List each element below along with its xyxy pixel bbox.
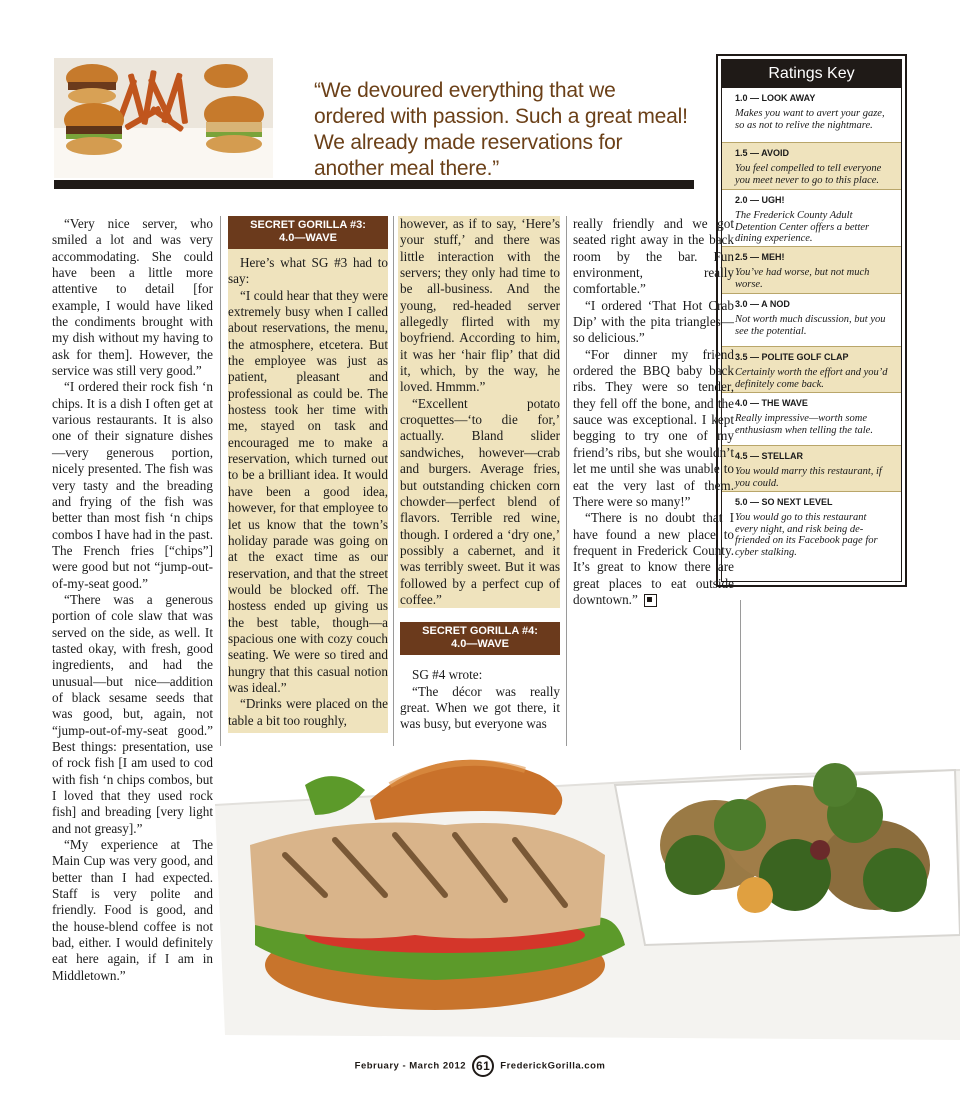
rating-description: You’ve had worse, but not much worse.: [735, 267, 870, 290]
rating-heading: 4.0 — THE WAVE: [735, 398, 808, 408]
ratings-key-box: [716, 54, 907, 587]
pull-quote: “We devoured everything that we ordered with passion. Such a great meal! We already made reservations for another meal there.”: [314, 79, 688, 180]
rating-description: Not worth much discussion, but you see the potential.: [735, 314, 886, 337]
top-rule: [54, 180, 694, 189]
paragraph: “Very nice server, who smiled a lot and was very accommodating. She could have been a little more attentive to detail [for example, I would have liked the condiments brought with my dish without my having to ask for them]. However, the service was still very good.”: [52, 216, 213, 379]
rating-item: [722, 190, 901, 246]
column-divider: [393, 216, 394, 746]
paragraph: “For dinner my friend ordered the BBQ baby back ribs. They were so tender, they fell off the bone, and the sauce was exceptional. I kept begging to try one of my friend’s ribs, but she wouldn’t let me until she was unable to eat the very last of them. There were so many!”: [573, 346, 734, 509]
rating-description: You would go to this restaurant every night, and risk being de-friended on its Facebook page for cyber stalking.: [735, 512, 878, 558]
paragraph: “Excellent potato croquettes—‘to die for,’ actually. Bland slider sandwiches, however—crab and burgers. Average fries, but outstanding chicken corn chowder—perfect blend of flavors. Terrible red wine, though. I ordered a ‘dry one,’ possibly a cabernet, and it was terribly sweet. But it was followed by a perfect cup of coffee.”: [400, 395, 560, 607]
chicken-sandwich-photo: [195, 745, 960, 1045]
article-column-3: [400, 216, 560, 733]
rating-heading: 1.5 — AVOID: [735, 148, 790, 158]
paragraph: SG #4 wrote:: [412, 667, 483, 683]
paragraph: Here’s what SG #3 had to say:: [228, 255, 388, 287]
end-of-story-icon: [644, 594, 657, 607]
paragraph: “I ordered ‘That Hot Crab Dip’ with the pita triangles—so delicious.”: [573, 297, 734, 346]
rating-item: [722, 246, 901, 294]
rating-heading: 3.0 — A NOD: [735, 299, 790, 309]
paragraph: however, as if to say, ‘Here’s your stuff,’ and there was little interaction with the servers; they only had time to be all-business. And the young, red-headed server allegedly flirted with my boyfriend. According to him, it was her ‘hair flip’ that did it, which, by the way, he loved. Hmmm.”: [400, 216, 560, 395]
rating-heading: 1.0 — LOOK AWAY: [735, 93, 816, 103]
paragraph: “Drinks were placed on the table a bit too roughly,: [228, 696, 388, 728]
rating-item: [722, 88, 901, 142]
paragraph: “The décor was really great. When we got there, it was busy, but everyone was: [400, 683, 560, 732]
secret-gorilla-3-heading: [228, 216, 388, 249]
rating-item: [722, 142, 901, 190]
heading-line: SECRET GORILLA #3:: [250, 219, 366, 231]
rating-item: [722, 445, 901, 492]
article-column-4: [573, 216, 734, 608]
heading-line: 4.0—WAVE: [451, 638, 509, 651]
column-divider: [566, 216, 567, 746]
page-number: 61: [472, 1055, 494, 1077]
rating-heading: 2.0 — UGH!: [735, 195, 785, 205]
rating-item: [722, 492, 901, 562]
column-divider: [740, 600, 741, 750]
rating-description: Makes you want to avert your gaze, so as not to relive the nightmare.: [735, 108, 885, 131]
rating-description: You would marry this restaurant, if you could.: [735, 466, 882, 489]
rating-item: [722, 294, 901, 346]
column-divider: [220, 216, 221, 746]
article-column-2: [228, 216, 388, 733]
sliders-photo: [54, 58, 273, 178]
rating-heading: 4.5 — STELLAR: [735, 451, 804, 461]
rating-description: The Frederick County Adult Detention Center offers a better dining experience.: [735, 210, 870, 244]
rating-heading: 2.5 — MEH!: [735, 252, 785, 262]
rating-description: You feel compelled to tell everyone you meet never to go to this place.: [735, 163, 882, 186]
page-footer: [0, 1055, 960, 1077]
article-column-1: [52, 216, 213, 984]
heading-line: 4.0—WAVE: [279, 232, 337, 244]
paragraph: [573, 510, 734, 608]
ratings-key-title: Ratings Key: [722, 60, 901, 88]
website: FrederickGorilla.com: [500, 1060, 606, 1072]
rating-description: Really impressive—worth some enthusiasm when telling the tale.: [735, 413, 873, 436]
paragraph: “I could hear that they were extremely busy when I called about reservations, the menu, the atmosphere, etcetera. But the employee was just as patient, pleasant and professional as could be. The hostess took her time with me, stayed on task and encouraged me to make a reservation, which turned out to be a brilliant idea. It would have been a good idea, however, for that employee to let us know that the town’s holiday parade was going on at the exact time as our reservation, and that the street would be blocked off. The hostess ended up giving us the best table, though—a spacious one with cozy couch seating. We were so tired and hungry that this casual notion was ideal.”: [228, 287, 388, 695]
paragraph: “There was a generous portion of cole slaw that was served on the side, as well. It tasted okay, with fresh, good ingredients, and had the unusual—but nice—addition of black sesame seeds that was good, but, again, not “jump-out-of-my-seat good.” Best things: presentation, use of rock fish [I am used to cod with fish ‘n chips combos, but I loved that they used rock fish] and breading [very light and not greasy].”: [52, 591, 213, 836]
paragraph: “I ordered their rock fish ‘n chips. It is a dish I often get at various restaurants. It is also one of their signature dishes—very generous portion, nicely presented. The fish was very tasty and the breading and frying of the fish was better than most fish ‘n chips combos I have had in the past. The French fries [“chips”] were good but not “jump-out-of-my-seat good.”: [52, 379, 213, 591]
secret-gorilla-4-heading: [400, 622, 560, 655]
paragraph: really friendly and we got seated right away in the back room by the bar. Fun environment, really comfortable.”: [573, 216, 734, 297]
paragraph: “My experience at The Main Cup was very good, and better than I had expected. Staff is very polite and friendly. Food is good, and the house-blend coffee is not bad, either. I would definitely eat here again, if I am in Middletown.”: [52, 837, 213, 983]
paragraph-text: “There is no doubt that I have found a new place to frequent in Frederick County. It’s great to know there are great places to eat outside downtown.”: [573, 510, 734, 607]
rating-description: Certainly worth the effort and you’d definitely come back.: [735, 367, 888, 390]
rating-heading: 3.5 — POLITE GOLF CLAP: [735, 352, 849, 362]
rating-item: [722, 393, 901, 445]
rating-heading: 5.0 — SO NEXT LEVEL: [735, 497, 833, 507]
issue-date: February - March 2012: [354, 1060, 467, 1072]
heading-line: SECRET GORILLA #4:: [422, 625, 538, 638]
rating-item: [722, 346, 901, 393]
